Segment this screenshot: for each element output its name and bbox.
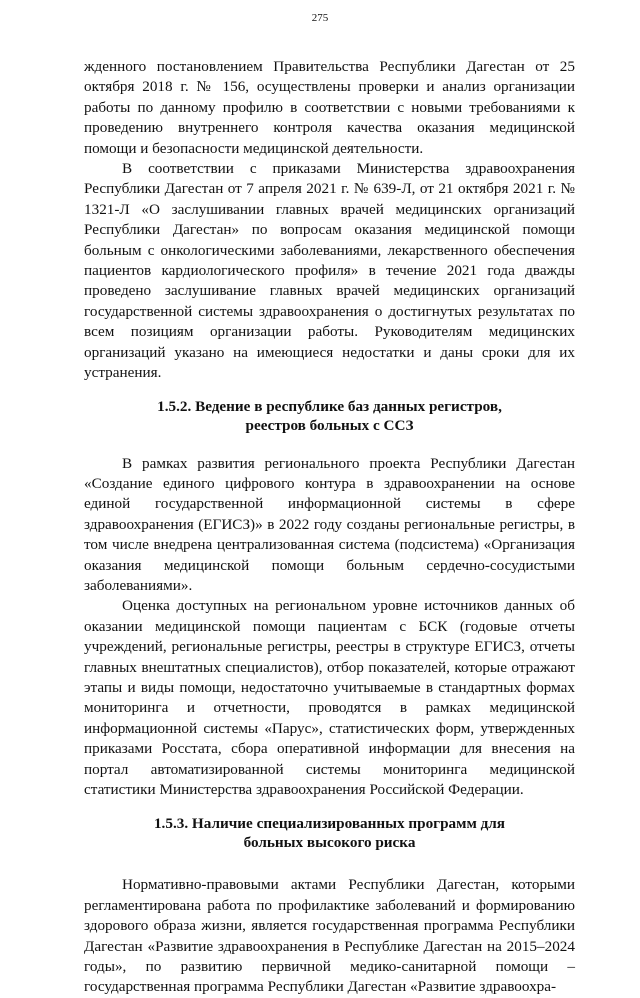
section-heading-1-5-3: 1.5.3. Наличие специализированных программ для больных высокого риска — [153, 815, 506, 852]
page-content — [84, 57, 575, 998]
paragraph-programs: Нормативно-правовыми актами Республики Дагестан, которыми регламентирована работа по профилактике заболеваний и формированию здорового образа жизни, является государственная программа Республики Дагестан «Развитие здравоохранения в Республике Дагестан на 2015–2024 годы», по развитию первичной медико-санитарной помощи – государственная программа Республики Дагестан «Развитие здравоохра- — [84, 876, 575, 996]
paragraph-data-sources: Оценка доступных на региональном уровне источников данных об оказании медицинской помощи пациентам с БСК (годовые отчеты учреждений, региональные регистры, реестры в структуре ЕГИСЗ, отчеты главных внештатных специалистов), отбор показателей, которые отражают этапы и виды помощи, недостаточно учитываемые в стандартных формах мониторинга и отчетности, проводятся в рамках медицинской информационной системы «Парус», статистических форм, утвержденных приказами Росстата, сбора оперативной информации для внесения на портал автоматизированной системы мониторинга медицинской статистики Министерства здравоохранения Российской Федерации. — [84, 597, 575, 798]
paragraph-orders: В соответствии с приказами Министерства здравоохранения Республики Дагестан от 7 апреля 2021 г. № 639-Л, от 21 октября 2021 г. № 1321-Л «О заслушивании главных врачей медицинских организаций Республики Дагестан» по вопросам оказания медицинской помощи больным с онкологическими заболеваниями, лекарственного обеспечения пациентов кардиологического профиля» в течение 2021 года дважды проведено заслушивание главных врачей медицинских организаций государственной системы здравоохранения о достигнутых результатах по всем позициям организации работы. Руководителям медицинских организаций указано на имеющиеся недостатки и даны сроки для их устранения. — [84, 160, 575, 382]
paragraph-continuation: жденного постановлением Правительства Республики Дагестан от 25 октября 2018 г. № 156, осуществлены проверки и анализ организации работы по данному профилю в соответствии с новыми требованиями к проведению внутреннего контроля качества оказания медицинской помощи и безопасности медицинской деятельности. — [84, 58, 575, 157]
paragraph-egisz: В рамках развития регионального проекта Республики Дагестан «Создание единого цифрового контура в здравоохранении на основе единой государственной информационной системы в сфере здравоохранения (ЕГИСЗ)» в 2022 году созданы региональные регистры, в том числе внедрена централизованная система (подсистема) «Организация оказания медицинской помощи больным сердечно-сосудистыми заболеваниями». — [84, 454, 575, 594]
section-heading-1-5-2: 1.5.2. Ведение в республике баз данных регистров, реестров больных с ССЗ — [157, 397, 502, 434]
page-number: 275 — [311, 12, 329, 24]
